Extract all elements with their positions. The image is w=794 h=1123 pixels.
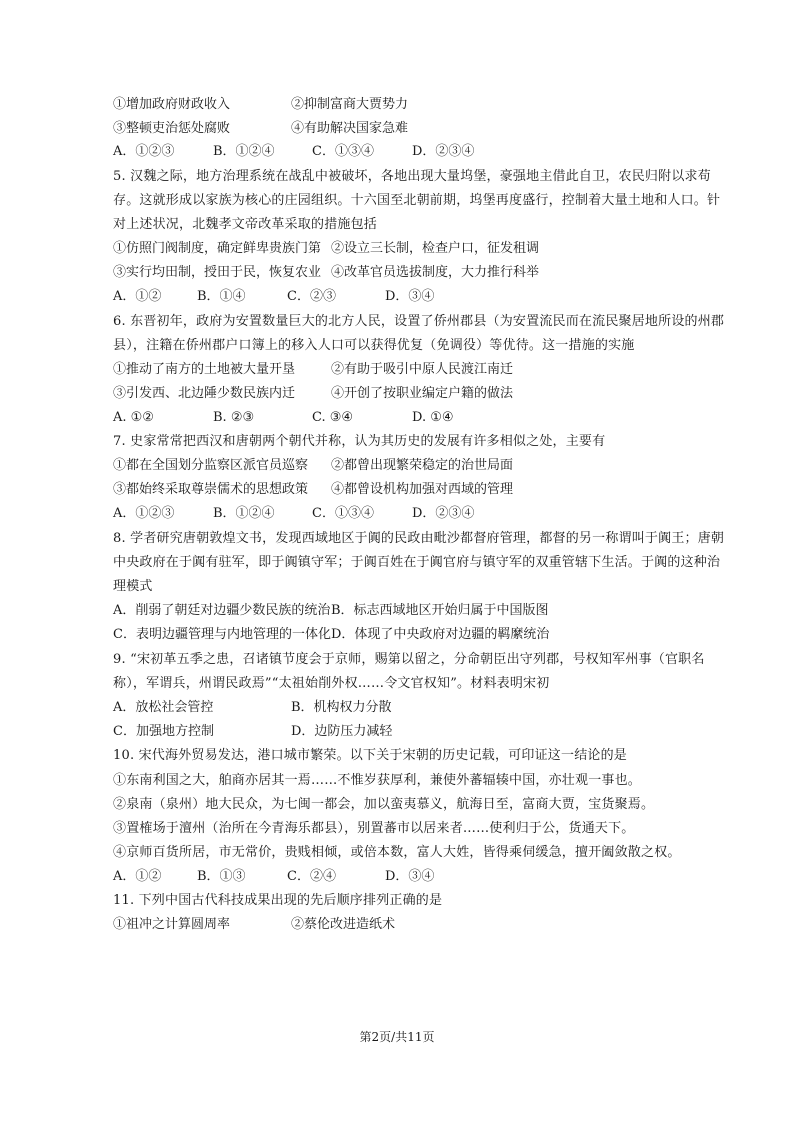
option-left: ③实行均田制，授田于民，恢复农业 bbox=[113, 265, 322, 280]
option-left: ③引发西、北边陲少数民族内迁 bbox=[113, 386, 296, 401]
option-row bbox=[113, 456, 693, 476]
option-left: C．表明边疆管理与内地管理的一体化 bbox=[113, 627, 331, 642]
answer-choice: A．①②③ bbox=[113, 506, 175, 521]
question-text-line: ③置榷场于澶州（治所在今青海乐都县），别置蕃市以居来者……使利归于公，货通天下。 bbox=[113, 821, 635, 836]
question-text-line: 9. “宋初革五季之患，召诸镇节度会于京师，赐第以留之，分命朝臣出守列郡，号权知军州事（官职名 bbox=[113, 652, 705, 667]
answer-choice: D．②③④ bbox=[412, 144, 475, 159]
answer-choice: C．①③④ bbox=[312, 144, 374, 159]
answer-choices-row bbox=[113, 142, 693, 162]
option-left: ①都在全国划分监察区派官员巡察 bbox=[113, 458, 309, 473]
option-right: ②都曾出现繁荣稳定的治世局面 bbox=[331, 458, 514, 473]
answer-choice: A．①② bbox=[113, 869, 162, 884]
option-left: ①仿照门阀制度，确定鲜卑贵族门第 bbox=[113, 241, 322, 256]
answer-choice: C. ③④ bbox=[312, 410, 354, 425]
question-text-line: ④京师百货所居，市无常价，贵贱相倾，或倍本数，富人大姓，皆得乘伺缓急，擅开阖敛散之权。 bbox=[113, 845, 681, 860]
option-right: D．边防压力减轻 bbox=[291, 724, 393, 739]
question-text-line: 县），注籍在侨州郡户口簿上的移入人口可以获得优复（免调役）等优待。这一措施的实施 bbox=[113, 338, 635, 353]
page-footer: 第2页/共11页 bbox=[359, 1030, 435, 1044]
question-text-line: 8. 学者研究唐朝敦煌文书，发现西域地区于阗的民政由毗沙都督府管理，都督的另一称谓叫于阗王；唐朝 bbox=[113, 531, 725, 546]
answer-choice: B．①④ bbox=[197, 289, 246, 304]
option-right: ④有助解决国家急难 bbox=[291, 121, 409, 136]
answer-choice: B．①②④ bbox=[213, 506, 275, 521]
option-left: C．加强地方控制 bbox=[113, 724, 214, 739]
option-row bbox=[113, 384, 693, 404]
option-row bbox=[113, 95, 693, 115]
option-row bbox=[113, 698, 693, 718]
option-right: ②蔡伦改进造纸术 bbox=[291, 917, 396, 932]
answer-choice: D. ①④ bbox=[412, 410, 454, 425]
answer-choice: C．①③④ bbox=[312, 506, 374, 521]
question-text-line: 存。这就形成以家族为核心的庄园组织。十六国至北朝前期，坞堡再度盛行，控制着大量土地和人口。针 bbox=[113, 193, 721, 208]
answer-choice: B．①②④ bbox=[213, 144, 275, 159]
option-right: ②有助于吸引中原人民渡江南迁 bbox=[331, 362, 514, 377]
answer-choice: D．③④ bbox=[385, 289, 435, 304]
answer-choices-row bbox=[113, 867, 693, 887]
answer-choice: A．①②③ bbox=[113, 144, 175, 159]
option-left: A．削弱了朝廷对边疆少数民族的统治 bbox=[113, 603, 331, 618]
option-right: B．标志西域地区开始归属于中国版图 bbox=[331, 603, 549, 618]
question-text-line: 6. 东晋初年，政府为安置数量巨大的北方人民，设置了侨州郡县（为安置流民而在流民聚居地所设的州郡 bbox=[113, 314, 725, 329]
option-row bbox=[113, 722, 693, 742]
option-row bbox=[113, 480, 693, 500]
answer-choice: A．①② bbox=[113, 289, 162, 304]
option-right: ④都曾设机构加强对西域的管理 bbox=[331, 482, 514, 497]
option-right: ②设立三长制，检查户口，征发租调 bbox=[331, 241, 540, 256]
question-text-line: 5. 汉魏之际，地方治理系统在战乱中被破坏，各地出现大量坞堡，豪强地主借此自卫，农民归附以求苟 bbox=[113, 169, 711, 184]
question-text-line: 对上述状况，北魏孝文帝改革采取的措施包括 bbox=[113, 217, 378, 232]
answer-choices-row bbox=[113, 287, 693, 307]
answer-choice: D．③④ bbox=[385, 869, 435, 884]
question-text-line: 理模式 bbox=[113, 579, 153, 594]
option-left: ①推动了南方的土地被大量开垦 bbox=[113, 362, 296, 377]
question-text-line: 7. 史家常常把西汉和唐朝两个朝代并称，认为其历史的发展有许多相似之处，主要有 bbox=[113, 434, 606, 449]
option-right: ②抑制富商大贾势力 bbox=[291, 97, 409, 112]
option-row bbox=[113, 625, 693, 645]
question-text-line: ①东南利国之大，舶商亦居其一焉……不惟岁获厚利，兼使外蕃辐辏中国，亦壮观一事也。 bbox=[113, 773, 642, 788]
question-text-line: 10. 宋代海外贸易发达，港口城市繁荣。以下关于宋朝的历史记载，可印证这一结论的是 bbox=[113, 748, 628, 763]
option-left: ①祖冲之计算圆周率 bbox=[113, 917, 231, 932]
answer-choice: C．②④ bbox=[287, 869, 336, 884]
option-right: ④开创了按职业编定户籍的做法 bbox=[331, 386, 514, 401]
option-right: ④改革官员选拔制度，大力推行科举 bbox=[331, 265, 540, 280]
question-text-line: ②泉南（泉州）地大民众，为七闽一都会，加以蛮夷慕义，航海日至，富商大贾，宝货聚焉。 bbox=[113, 797, 655, 812]
option-row bbox=[113, 119, 693, 139]
answer-choice: B．①③ bbox=[197, 869, 246, 884]
answer-choices-row bbox=[113, 408, 693, 428]
option-row bbox=[113, 239, 693, 259]
option-right: B．机构权力分散 bbox=[291, 700, 392, 715]
answer-choice: C．②③ bbox=[287, 289, 336, 304]
option-row bbox=[113, 263, 693, 283]
question-text-line: 中央政府在于阗有驻军，即于阗镇守军；于阗百姓在于阗官府与镇守军的双重管辖下生活。于阗的这种治 bbox=[113, 555, 721, 570]
answer-choice: B. ②③ bbox=[213, 410, 255, 425]
option-left: ①增加政府财政收入 bbox=[113, 97, 231, 112]
option-row bbox=[113, 601, 693, 621]
answer-choice: D．②③④ bbox=[412, 506, 475, 521]
answer-choices-row bbox=[113, 504, 693, 524]
question-text-line: 称），军谓兵，州谓民政焉”“太祖始削外权……令文官权知”。材料表明宋初 bbox=[113, 676, 550, 691]
option-row bbox=[113, 915, 693, 935]
option-right: D．体现了中央政府对边疆的羁縻统治 bbox=[331, 627, 550, 642]
option-left: ③整顿吏治惩处腐败 bbox=[113, 121, 231, 136]
question-text-line: 11. 下列中国古代科技成果出现的先后顺序排列正确的是 bbox=[113, 893, 443, 908]
option-left: A．放松社会管控 bbox=[113, 700, 214, 715]
answer-choice: A. ①② bbox=[113, 410, 154, 425]
option-row bbox=[113, 360, 693, 380]
option-left: ③都始终采取尊崇儒术的思想政策 bbox=[113, 482, 309, 497]
